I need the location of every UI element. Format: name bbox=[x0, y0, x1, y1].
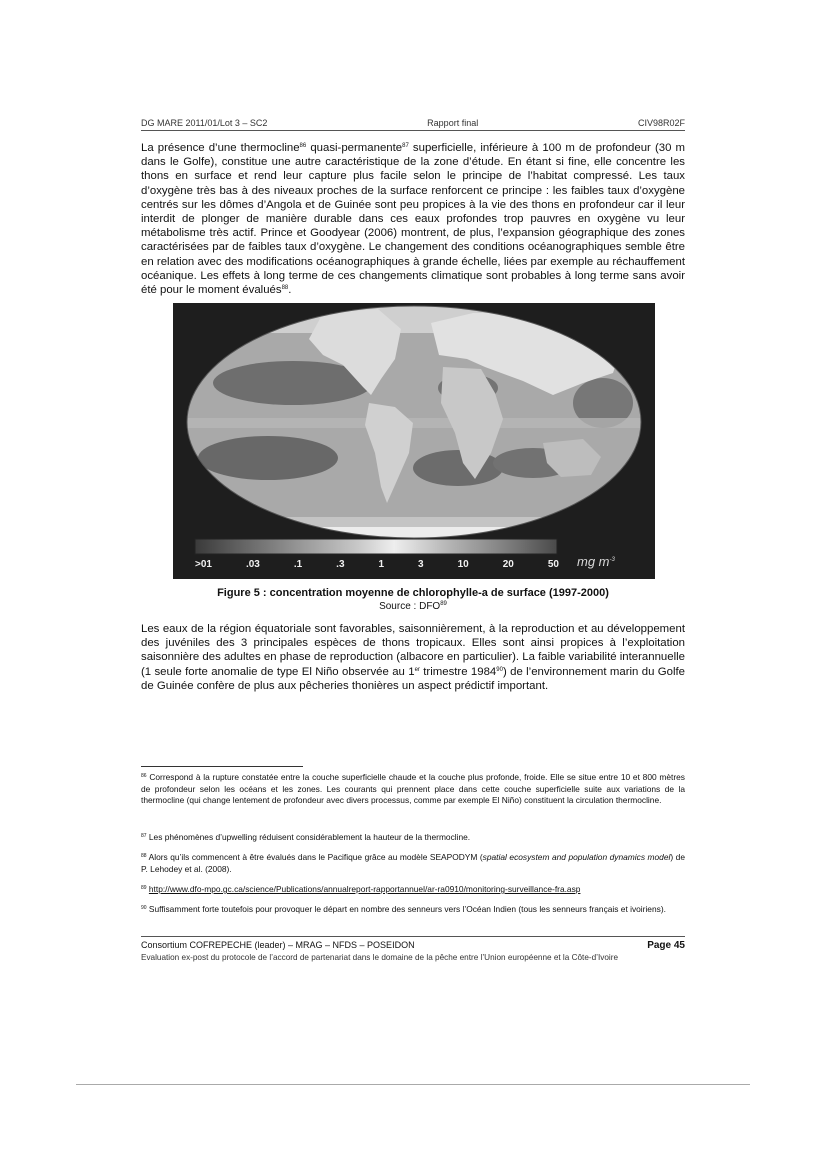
page-footer bbox=[141, 940, 685, 951]
page-bottom-edge bbox=[76, 1084, 750, 1085]
footnote-ref[interactable]: 88 bbox=[281, 285, 289, 292]
footnote-number: 87 bbox=[141, 833, 147, 839]
footer-document-title: Evaluation ex-post du protocole de l’accord de partenariat dans le domaine de la pêche entre l’Union européenne et la Côte-d’Ivoire bbox=[141, 953, 618, 962]
scale-label: >01 bbox=[195, 559, 212, 570]
footnote-ref[interactable]: 89 bbox=[440, 601, 447, 607]
scale-label: 1 bbox=[378, 559, 385, 570]
footnote-ref[interactable]: 90 bbox=[496, 666, 503, 673]
text: ) de l’environnement marin du Golfe de Guinée confère de plus aux pêcheries thonières un aspect prédictif important. bbox=[141, 665, 685, 692]
header-center: Rapport final bbox=[427, 118, 479, 128]
footnote-number: 86 bbox=[141, 773, 147, 779]
paragraph-thermocline bbox=[141, 141, 685, 297]
footnote-text: Les phénomènes d’upwelling réduisent considérablement la hauteur de la thermocline. bbox=[146, 832, 471, 842]
page-number: Page 45 bbox=[647, 940, 685, 951]
footnote-italic-text: spatial ecosystem and population dynamics model bbox=[482, 852, 671, 862]
scale-label: .3 bbox=[336, 559, 345, 570]
footnote-number: 89 bbox=[141, 885, 147, 891]
world-map-image bbox=[173, 303, 655, 579]
footnote-90 bbox=[141, 904, 685, 916]
scale-label: 3 bbox=[418, 559, 424, 570]
color-scale-labels bbox=[195, 559, 559, 571]
paragraph-equatorial bbox=[141, 622, 685, 693]
footer-separator bbox=[141, 936, 685, 937]
unit-text: mg m bbox=[577, 554, 610, 569]
text: La présence d’une thermocline bbox=[141, 142, 300, 154]
scale-label: 50 bbox=[547, 559, 559, 570]
footnote-ref[interactable]: 86 bbox=[299, 143, 307, 149]
footnote-number: 88 bbox=[141, 853, 147, 859]
footnote-88 bbox=[141, 852, 685, 875]
footnote-87 bbox=[141, 832, 685, 844]
color-scale-bar bbox=[195, 539, 557, 554]
figure-source bbox=[141, 601, 685, 612]
text: trimestre 1984 bbox=[419, 665, 497, 678]
footnote-separator bbox=[141, 766, 303, 767]
scale-label: .1 bbox=[293, 559, 303, 570]
footnote-ref[interactable]: 87 bbox=[402, 143, 409, 149]
text: . bbox=[288, 284, 292, 297]
footnote-text: Alors qu’ils commencent à être évalués dans le Pacifique grâce au modèle SEAPODYM ( bbox=[146, 852, 483, 862]
footnote-text: Suffisamment forte toutefois pour provoquer le départ en nombre des senneurs vers l’Océan Indien (tous les senneurs français et ivoiriens). bbox=[146, 904, 666, 914]
figure-caption: Figure 5 : concentration moyenne de chlorophylle-a de surface (1997-2000) bbox=[217, 587, 609, 599]
chlorophyll-map-figure bbox=[173, 303, 655, 579]
scale-label: 10 bbox=[457, 559, 469, 570]
unit-exponent: -3 bbox=[609, 557, 615, 563]
text: quasi-permanente bbox=[306, 142, 403, 154]
text: Les eaux de la région équatoriale sont favorables, saisonnièrement, à la reproduction et au développement des juvéniles des 3 principales espèces de thons tropicaux. Elles sont ainsi propices à l’exploitation saisonnière des adultes en phase de reproduction (albacore en particulier). La faible variabilité interannuelle (1 seule forte anomalie de type El Niño observée au 1 bbox=[141, 623, 685, 678]
scale-label: .03 bbox=[245, 559, 260, 570]
footnote-86 bbox=[141, 772, 685, 807]
source-text: Source : DFO bbox=[379, 601, 441, 612]
footnote-number: 90 bbox=[141, 905, 147, 911]
header-left: DG MARE 2011/01/Lot 3 – SC2 bbox=[141, 118, 268, 128]
footnote-89 bbox=[141, 884, 685, 896]
scale-unit bbox=[577, 554, 615, 569]
scale-label: 20 bbox=[502, 559, 514, 570]
header-right: CIV98R02F bbox=[637, 118, 685, 128]
footnote-text: ) de P. Lehodey et al. (2008). bbox=[141, 852, 685, 874]
text: superficielle, inférieure à 100 m de profondeur (30 m dans le Golfe), constitue une autre caractéristique de la zone d’étude. En étant si fine, elle concentre les thons en surface et rend leur capture plus facile selon le principe de l’habitat compressé. Les taux d’oxygène très bas à des niveaux proches de la surface renforcent ce principe : les faibles taux d’oxygène centrés sur les dômes d’Angola et de Guinée sont peu propices à la vie des thons en profondeur car il leur interdit de plonger de manière durable dans ces eaux profondes trop pauvres en oxygène vu leur métabolisme très actif. Prince et Goodyear (2006) montrent, de plus, l’expansion géographique des zones caractérisées par de faibles taux d’oxygène. Le changement des conditions océanographiques semble être en relation avec des modifications océanographiques à grande échelle, liées par exemple au réchauffement océanique. Les effets à long terme de ces changements climatique sont probables à long terme sans avoir été pour le moment évalués bbox=[141, 142, 685, 297]
ordinal-suffix: er bbox=[414, 666, 420, 673]
dfo-source-link[interactable]: http://www.dfo-mpo.gc.ca/science/Publications/annualreport-rapportannuel/ar-ra0910/monitoring-surveillance-fra.asp bbox=[148, 884, 581, 894]
footnote-text: Correspond à la rupture constatée entre la couche superficielle chaude et la couche plus profonde, froide. Elle se situe entre 10 et 800 mètres de profondeur selon les océans et les zones. Les courants qui prennent place dans cette couche superficielle suite aux variations de la thermocline (qui change lentement de profondeur avec divers processus, comme par exemple El Niño) constituent la circulation thermocline. bbox=[141, 772, 685, 805]
footer-consortium: Consortium COFREPECHE (leader) – MRAG – NFDS – POSEIDON bbox=[141, 940, 415, 950]
page-header bbox=[141, 118, 685, 131]
